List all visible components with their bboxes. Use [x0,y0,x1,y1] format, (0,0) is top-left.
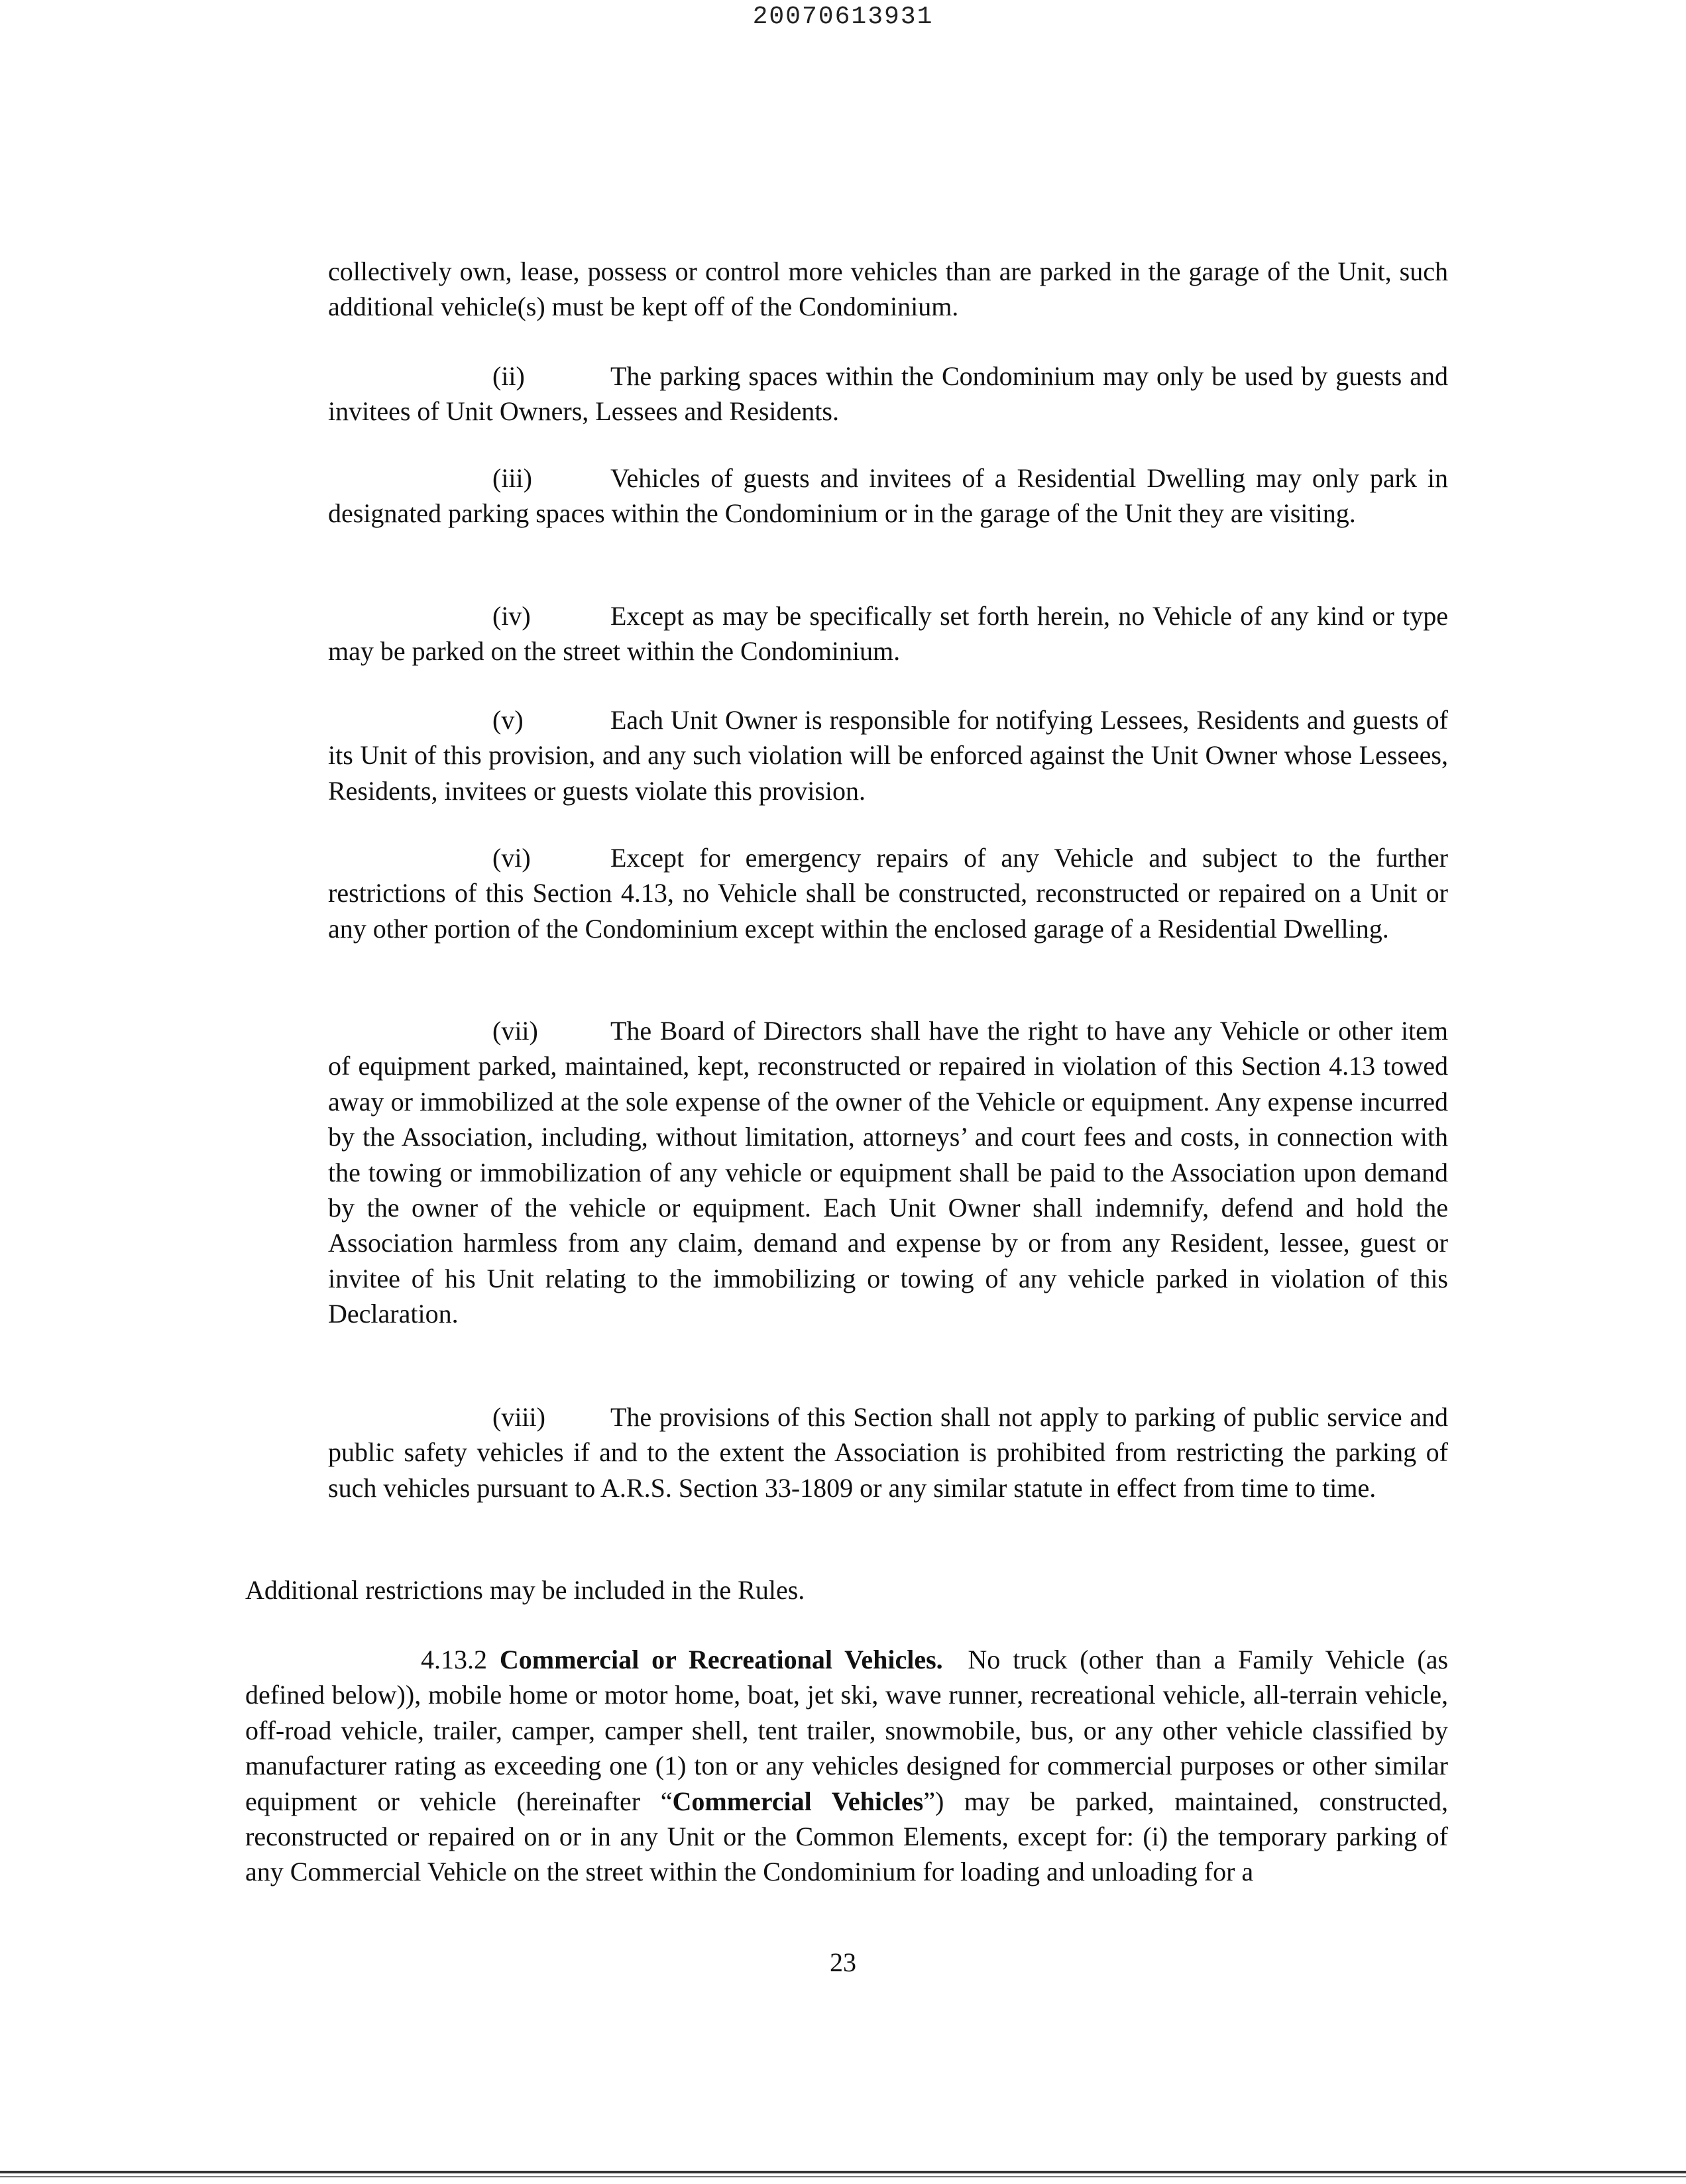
item-text: The provisions of this Section shall not apply to parking of public service and public safety vehicles if and to the extent the Association is prohibited from restricting the parking of such vehicles pursuant to A.R.S. Section 33-1809 or any similar statute in effect from time to time. [328,1402,1448,1503]
item-text: Except for emergency repairs of any Vehicle and subject to the further restrictions of this Section 4.13, no Vehicle shall be constructed, reconstructed or repaired on a Unit or any other portion of the Condominium except within the enclosed garage of a Residential Dwelling. [328,843,1448,944]
document-number: 20070613931 [752,3,934,31]
list-item [328,840,1448,946]
item-text: The parking spaces within the Condominium may only be used by guests and invitees of Unit Owners, Lessees and Residents. [328,361,1448,427]
item-number: (vi) [492,843,531,873]
item-number: (v) [492,705,524,735]
item-number: (viii) [492,1402,545,1432]
list-item [328,1013,1448,1332]
additional-restrictions: Additional restrictions may be included in the Rules. [245,1575,805,1605]
item-text: Except as may be specifically set forth herein, no Vehicle of any kind or type may be parked on the street within the Condominium. [328,601,1448,667]
list-item [328,358,1448,429]
section-text-a: No truck (other than a Family Vehicle (as defined below)), mobile home or motor home, boat, jet ski, wave runner, recreational vehicle, all-terrain vehicle, off-road vehicle, trailer, camper, camper shell, tent trailer, snowmobile, bus, or any other vehicle classified by manufacturer rating as exceeding one (1) ton or any vehicles designed for commercial purposes or other similar equipment or vehicle (hereinafter “ [245,1645,1449,1816]
item-number: (vii) [492,1016,538,1046]
list-item [328,461,1448,531]
item-text: Vehicles of guests and invitees of a Residential Dwelling may only park in designated parking spaces within the Condominium or in the garage of the Unit they are visiting. [328,463,1448,529]
list-item [328,598,1448,669]
defined-term: Commercial Vehicles [672,1786,924,1816]
section-paragraph [245,1642,1448,1890]
item-text: The Board of Directors shall have the right to have any Vehicle or other item of equipment parked, maintained, kept, reconstructed or repaired in violation of this Section 4.13 towed away or immobilized at the sole expense of the owner of the Vehicle or equipment. Any expense incurred by the Association, including, without limitation, attorneys’ and court fees and costs, in connection with the towing or immobilization of any vehicle or equipment shall be paid to the Association upon demand by the owner of the vehicle or equipment. Each Unit Owner shall indemnify, defend and hold the Association harmless from any claim, demand and expense by or from any Resident, lessee, guest or invitee of his Unit relating to the immobilizing or towing of any vehicle parked in violation of this Declaration. [328,1016,1448,1329]
page-number: 23 [830,1947,856,1977]
continuation-paragraph: collectively own, lease, possess or control more vehicles than are parked in the garage of the Unit, such additional vehicle(s) must be kept off of the Condominium. [328,256,1448,322]
item-text: Each Unit Owner is responsible for notifying Lessees, Residents and guests of its Unit of this provision, and any such violation will be enforced against the Unit Owner whose Lessees, Residents, invitees or guests violate this provision. [328,705,1448,806]
list-item [328,1399,1448,1505]
item-number: (ii) [492,361,525,391]
item-number: (iii) [492,463,532,493]
section-number: 4.13.2 [421,1645,487,1674]
list-item [328,702,1448,808]
bottom-rule-shadow [0,2176,1686,2177]
bottom-rule [0,2171,1686,2173]
section-title: Commercial or Recreational Vehicles. [499,1645,943,1674]
section-text-b: ”) may be parked, maintained, constructed, reconstructed or repaired on or in any Unit or the Common Elements, except for: (i) the temporary parking of any Commercial Vehicle on the street within the Condominium for loading and unloading for a [245,1786,1449,1887]
item-number: (iv) [492,601,531,631]
